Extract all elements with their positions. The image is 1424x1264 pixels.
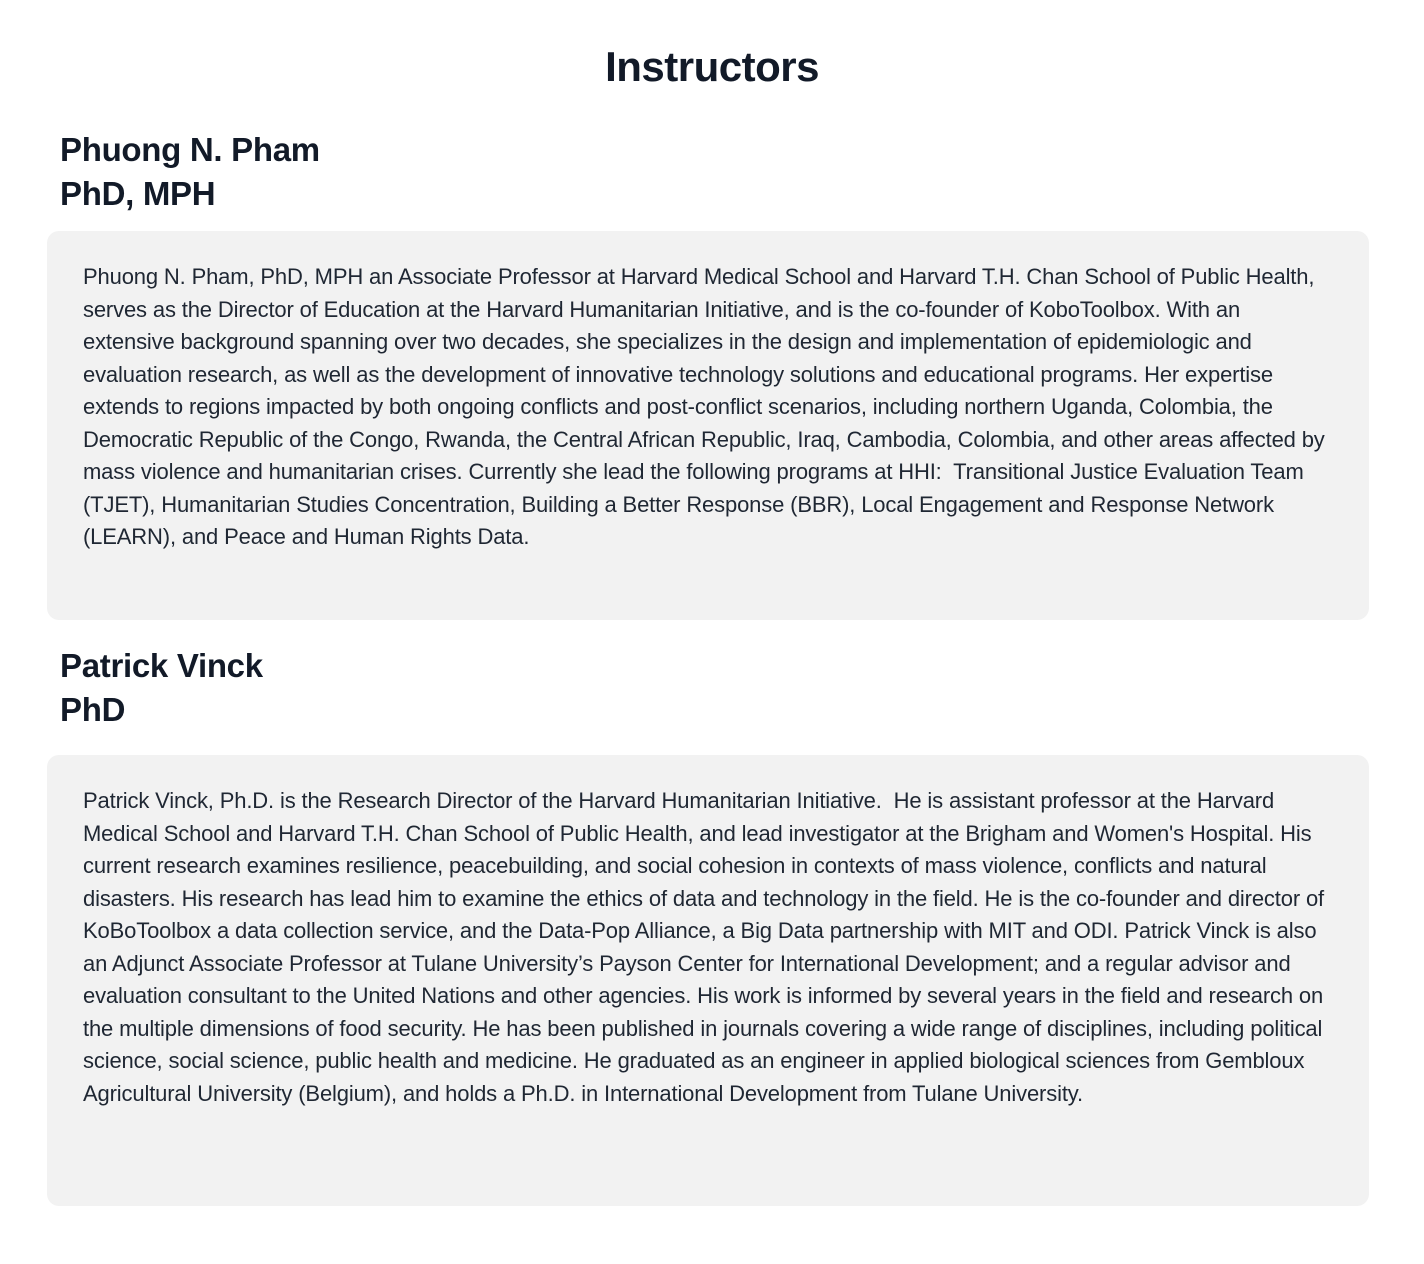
page-title: Instructors	[605, 43, 819, 90]
instructor-bio: Patrick Vinck, Ph.D. is the Research Director of the Harvard Humanitarian Initiative. He is assistant professor at the Harvard Medical School and Harvard T.H. Chan School of Public Health, and lead investigator at the Brigham and Women's Hospital. His current research examines resilience, peacebuilding, and social cohesion in contexts of mass violence, conflicts and natural disasters. His research has lead him to examine the ethics of data and technology in the field. He is the co-founder and director of KoBoToolbox a data collection service, and the Data-Pop Alliance, a Big Data partnership with MIT and ODI. Patrick Vinck is also an Adjunct Associate Professor at Tulane University’s Payson Center for International Development; and a regular advisor and evaluation consultant to the United Nations and other agencies. His work is informed by several years in the field and research on the multiple dimensions of food security. He has been published in journals covering a wide range of disciplines, including political science, social science, public health and medicine. He graduated as an engineer in applied biological sciences from Gembloux Agricultural University (Belgium), and holds a Ph.D. in International Development from Tulane University.	[83, 788, 1330, 1106]
instructor-bio-card	[47, 755, 1369, 1206]
instructor-credentials: PhD, MPH	[60, 175, 216, 212]
instructor-bio: Phuong N. Pham, PhD, MPH an Associate Professor at Harvard Medical School and Harvard T.H. Chan School of Public Health, serves as the Director of Education at the Harvard Humanitarian Initiative, and is the co-founder of KoboToolbox. With an extensive background spanning over two decades, she specializes in the design and implementation of epidemiologic and evaluation research, as well as the development of innovative technology solutions and educational programs. Her expertise extends to regions impacted by both ongoing conflicts and post-conflict scenarios, including northern Uganda, Colombia, the Democratic Republic of the Congo, Rwanda, the Central African Republic, Iraq, Cambodia, Colombia, and other areas affected by mass violence and humanitarian crises. Currently she lead the following programs at HHI: Transitional Justice Evaluation Team (TJET), Humanitarian Studies Concentration, Building a Better Response (BBR), Local Engagement and Response Network (LEARN), and Peace and Human Rights Data.	[83, 264, 1331, 549]
instructor-heading	[60, 644, 263, 732]
instructor-credentials: PhD	[60, 691, 126, 728]
instructor-heading	[60, 128, 320, 216]
instructor-bio-card	[47, 231, 1369, 620]
instructor-name: Phuong N. Pham	[60, 131, 320, 168]
instructor-name: Patrick Vinck	[60, 647, 263, 684]
